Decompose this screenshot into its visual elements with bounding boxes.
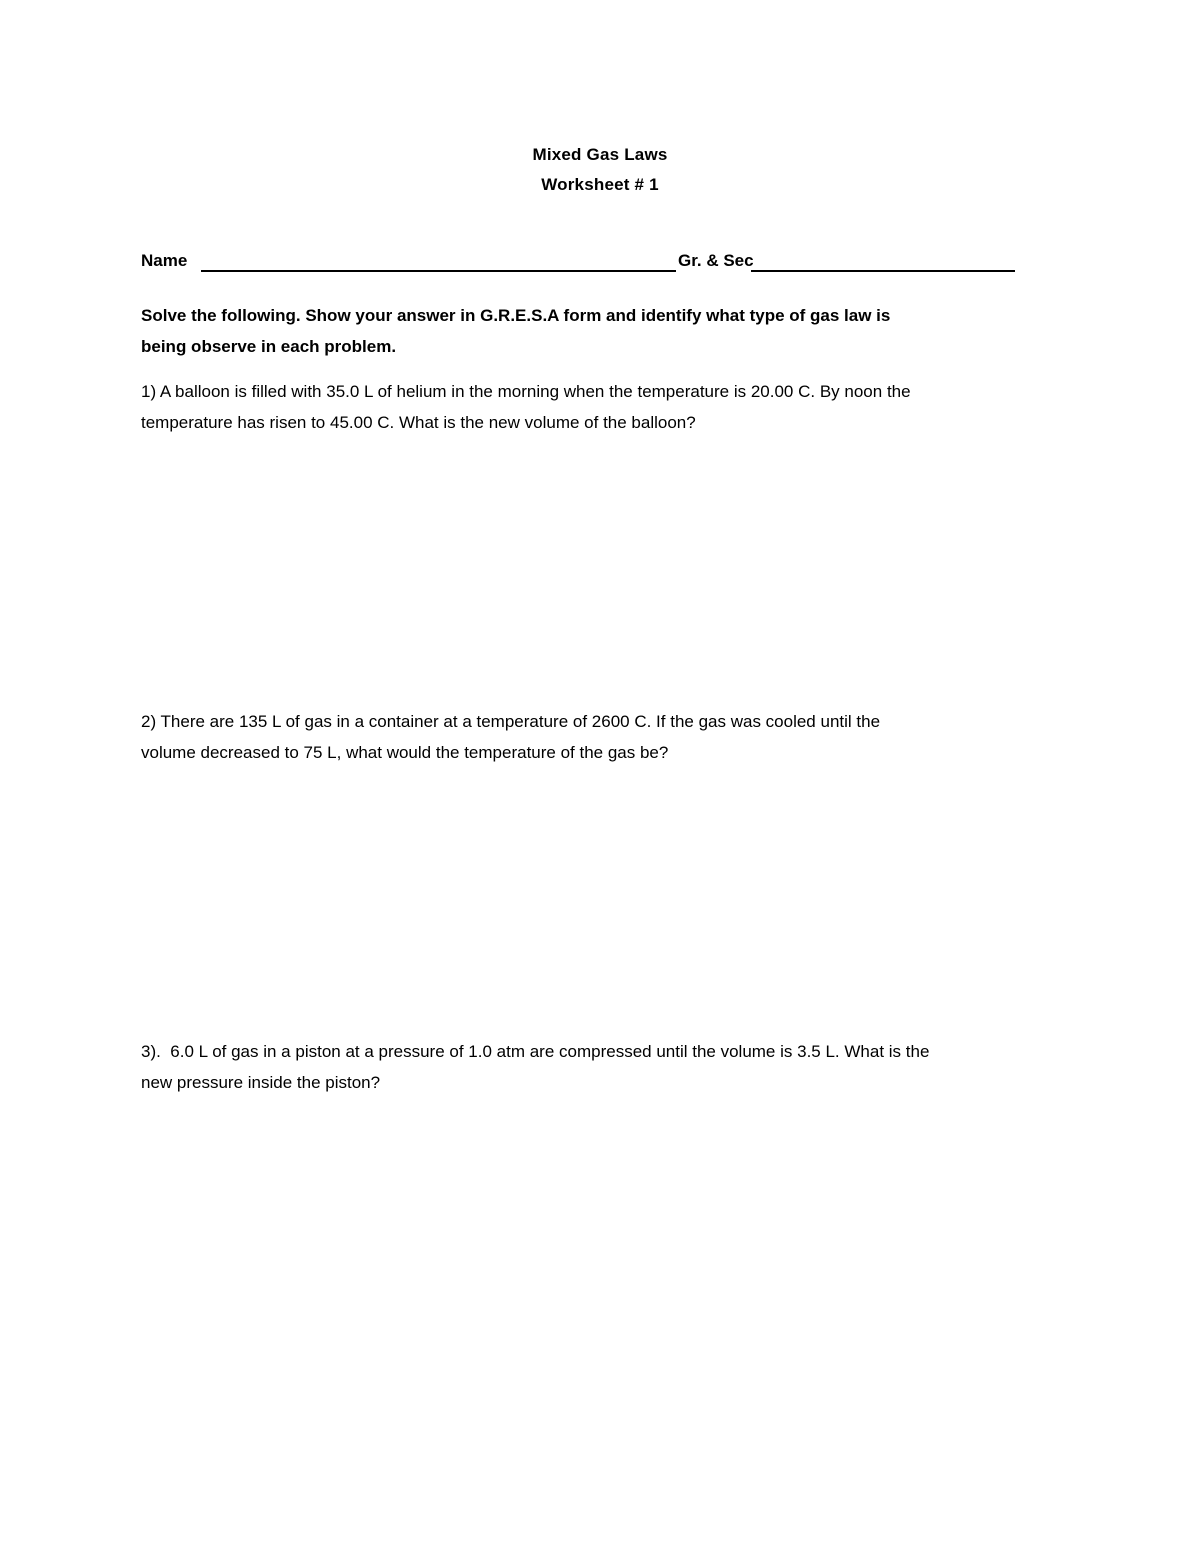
name-label: Name — [141, 251, 188, 270]
section-blank-line[interactable] — [751, 270, 1015, 272]
instructions-line-1: Solve the following. Show your answer in G.R.E.S.A form and identify what type of gas law is — [141, 306, 891, 325]
question-3-line-1 — [141, 1036, 1061, 1067]
question-2-text-1: There are 135 L of gas in a container at a temperature of 2600 C. If the gas was cooled until the — [160, 712, 881, 731]
question-3-text-2: new pressure inside the piston? — [141, 1073, 381, 1092]
student-info-row — [141, 251, 1021, 275]
instructions — [141, 300, 1021, 362]
question-2 — [141, 706, 1061, 768]
section-label: Gr. & Sec — [678, 251, 754, 270]
page-title: Mixed Gas Laws — [532, 145, 668, 164]
page-subtitle: Worksheet # 1 — [541, 175, 659, 194]
question-2-text-2: volume decreased to 75 L, what would the temperature of the gas be? — [141, 743, 669, 762]
question-1-number: 1) — [141, 382, 157, 401]
question-1-line-1 — [141, 376, 1061, 407]
question-1-text-2: temperature has risen to 45.00 C. What is the new volume of the balloon? — [141, 413, 696, 432]
question-1 — [141, 376, 1061, 438]
instructions-line-2: being observe in each problem. — [141, 337, 397, 356]
question-2-number: 2) — [141, 712, 157, 731]
question-2-line-1 — [141, 706, 1061, 737]
question-3-number: 3). — [141, 1042, 161, 1061]
question-1-text-1: A balloon is filled with 35.0 L of helium in the morning when the temperature is 20.00 C. By noon the — [159, 382, 911, 401]
name-blank-line[interactable] — [201, 270, 676, 272]
question-3-text-1: 6.0 L of gas in a piston at a pressure of 1.0 atm are compressed until the volume is 3.5 L. What is the — [170, 1042, 930, 1061]
question-3 — [141, 1036, 1061, 1098]
